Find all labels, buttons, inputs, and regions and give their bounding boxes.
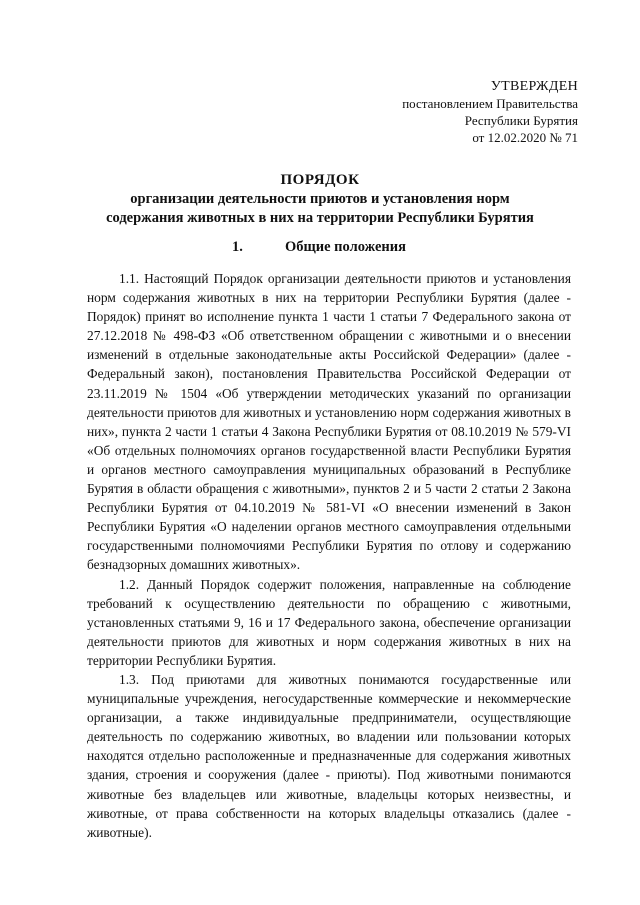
title-main: ПОРЯДОК [280,172,360,188]
paragraph-1-2: 1.2. Данный Порядок содержит положения, направленные на соблюдение требований к осуществлению деятельности по обращению с животными, установленных статьями 9, 16 и 17 Федерального закона, обеспечение организации деятельности приютов для животных и норм содержания животных в них на территории Республики Бурятия. [87,576,571,668]
title-subtitle-line2: содержания животных в них на территории Республики Бурятия [106,210,534,226]
approval-heading: УТВЕРЖДЕН [490,79,578,94]
approval-line-resolution: постановлением Правительства [402,96,578,111]
approval-line-date: от 12.02.2020 № 71 [472,130,578,145]
paragraph-1-1: 1.1. Настоящий Порядок организации деятельности приютов и установления норм содержания животных в них на территории Республики Бурятия (далее - Порядок) принят во исполнение пункта 1 части 1 статьи 7 Федерального закона от 27.12.2018 № 498-ФЗ «Об ответственном обращении с животными и о внесении изменений в отдельные законодательные акты Российской Федерации» (далее - Федеральный закон), постановления Правительства Российской Федерации от 23.11.2019 № 1504 «Об утверждении методических указаний по организации деятельности приютов для животных и установлению норм содержания животных в них», пункта 2 части 1 статьи 4 Закона Республики Бурятия от 08.10.2019 № 579-VI «Об отдельных полномочиях органов государственной власти Республики Бурятия и органов местного самоуправления муниципальных образований в Республике Бурятия в области обращения с животными», пунктов 2 и 5 части 2 статьи 2 Закона Республики Бурятия от 04.10.2019 № 581-VI «О внесении изменений в Закон Республики Бурятия «О наделении органов местного самоуправления отдельными государственными полномочиями Республики Бурятия по отлову и содержанию безнадзорных домашних животных». [87,271,571,573]
approval-line-republic: Республики Бурятия [464,113,578,128]
approval-stamp [402,78,578,146]
document-body [87,269,571,842]
section-title: Общие положения [285,239,406,255]
paragraph-1-3: 1.3. Под приютами для животных понимаются государственные или муниципальные учреждения, негосударственные коммерческие и некоммерческие организации, а также индивидуальные предприниматели, осуществляющие деятельность по содержанию животных, во владении или пользовании которых находятся отдельно расположенные и предназначенные для содержания животных здания, строения и сооружения (далее - приюты). Под животными понимаются животные без владельцев или животные, владельцы которых неизвестны, и животные, от права собственности на которых владельцы отказались (далее - животные). [87,671,571,840]
title-subtitle-line1: организации деятельности приютов и установления норм [130,191,510,207]
section-number: 1. [232,239,243,255]
document-title [40,170,600,228]
